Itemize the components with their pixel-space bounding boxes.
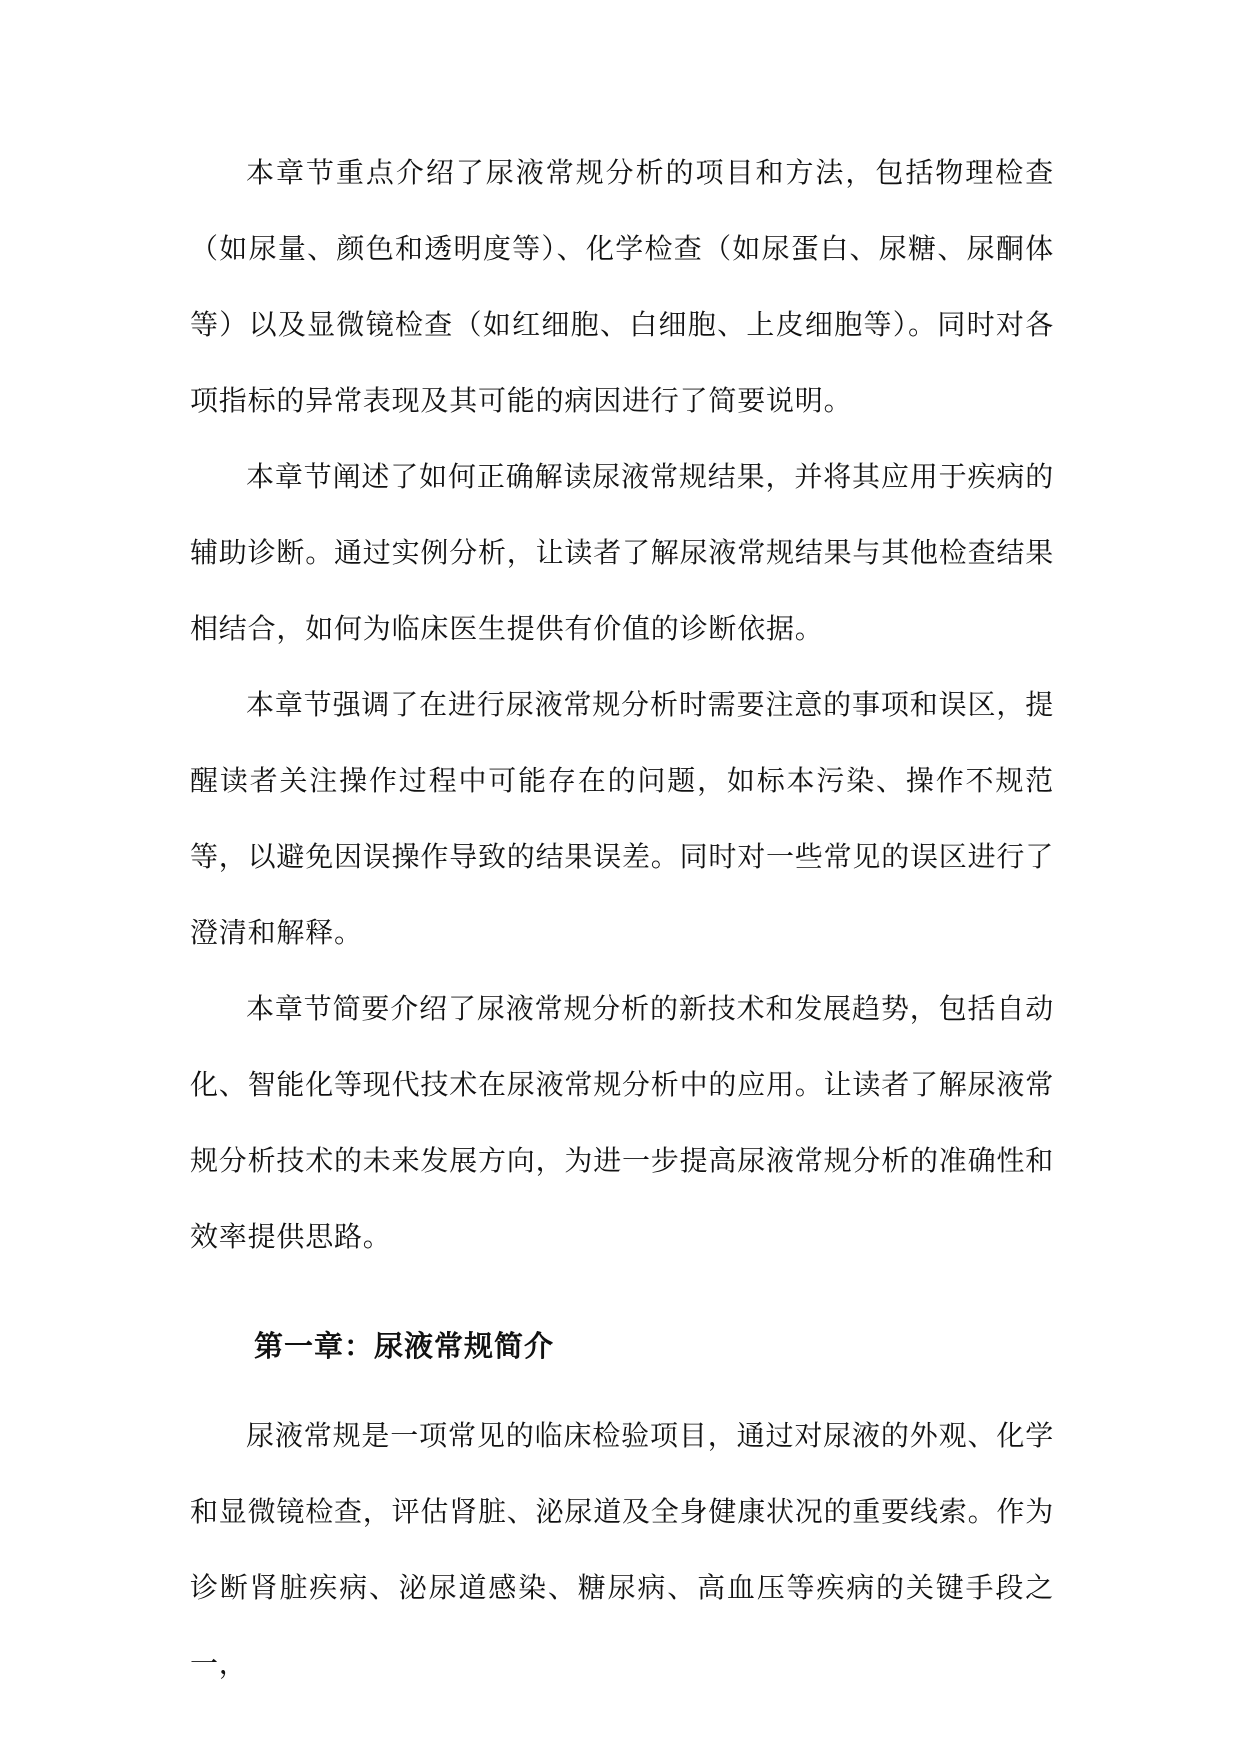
summary-paragraph-2: 本章节阐述了如何正确解读尿液常规结果，并将其应用于疾病的辅助诊断。通过实例分析，让读者了解尿液常规结果与其他检查结果相结合，如何为临床医生提供有价值的诊断依据。 (190, 460, 1055, 645)
summary-paragraph-1: 本章节重点介绍了尿液常规分析的项目和方法，包括物理检查（如尿量、颜色和透明度等）、化学检查（如尿蛋白、尿糖、尿酮体等）以及显微镜检查（如红细胞、白细胞、上皮细胞等）。同时对各项指标的异常表现及其可能的病因进行了简要说明。 (190, 156, 1054, 417)
summary-paragraph-4: 本章节简要介绍了尿液常规分析的新技术和发展趋势，包括自动化、智能化等现代技术在尿液常规分析中的应用。让读者了解尿液常规分析技术的未来发展方向，为进一步提高尿液常规分析的准确性和效率提供思路。 (190, 992, 1055, 1253)
summary-paragraph-3: 本章节强调了在进行尿液常规分析时需要注意的事项和误区，提醒读者关注操作过程中可能存在的问题，如标本污染、操作不规范等，以避免因误操作导致的结果误差。同时对一些常见的误区进行了澄清和解释。 (190, 688, 1055, 949)
document-body (190, 135, 1054, 1702)
chapter-paragraph: 尿液常规是一项常见的临床检验项目，通过对尿液的外观、化学和显微镜检查，评估肾脏、泌尿道及全身健康状况的重要线索。作为诊断肾脏疾病、泌尿道感染、糖尿病、高血压等疾病的关键手段之一， (190, 1419, 1055, 1680)
chapter-heading: 第一章：尿液常规简介 (254, 1329, 555, 1363)
